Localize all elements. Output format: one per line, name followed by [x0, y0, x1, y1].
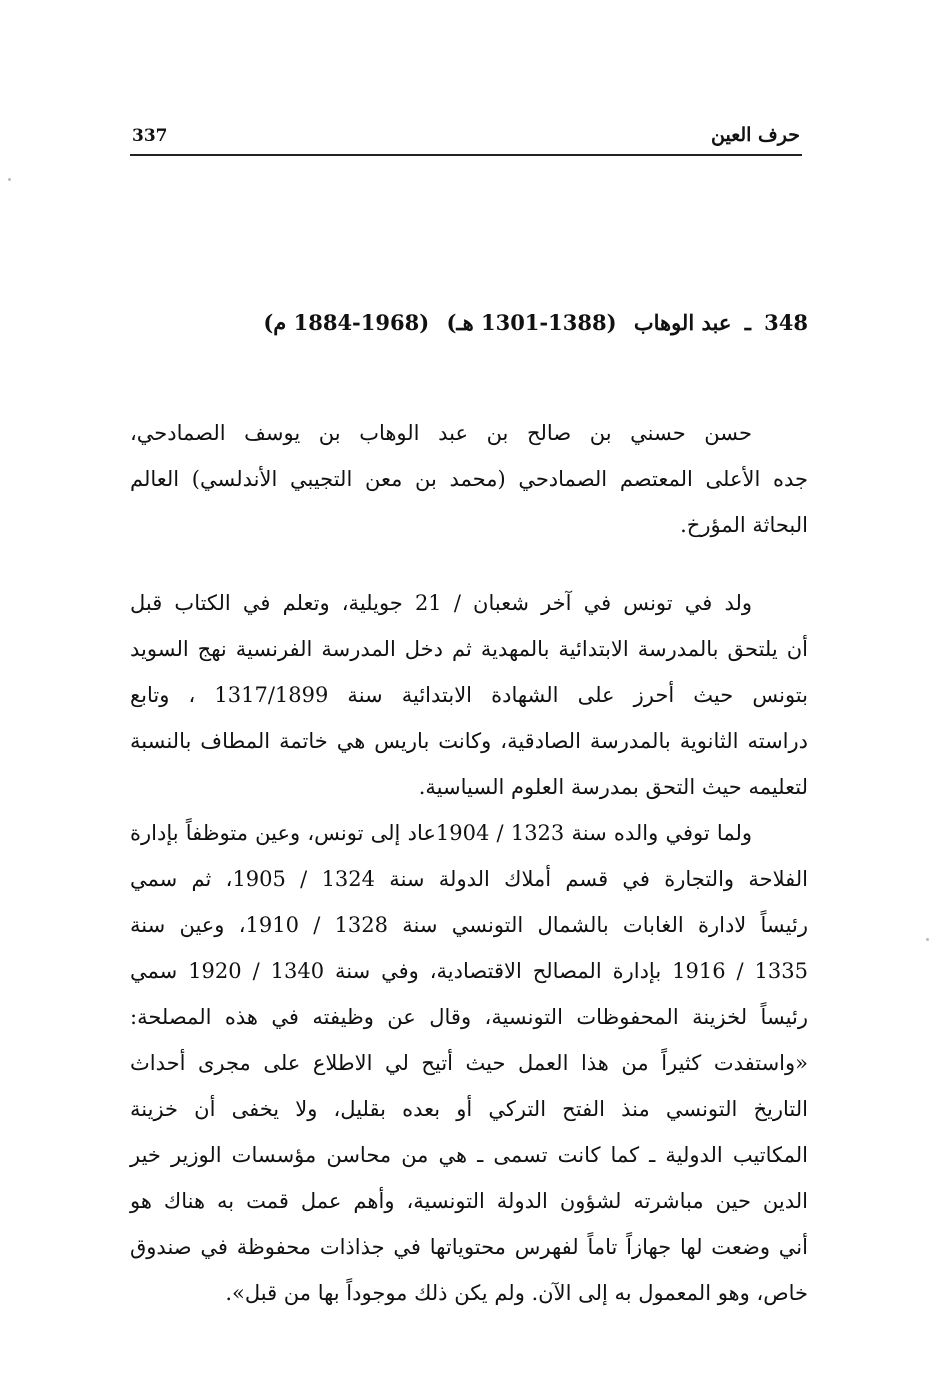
text-line: المكاتيب الدولية ـ كما كانت تسمى ـ هي من محاسن مؤسسات الوزير خير	[130, 1143, 808, 1167]
paragraph-education	[130, 580, 808, 810]
entry-number: 348	[764, 310, 808, 335]
page-number: 337	[132, 126, 168, 146]
text-line: رئيساً لادارة الغابات بالشمال التونسي سنة 1328 / 1910، وعين سنة	[130, 913, 808, 937]
scan-speck	[8, 178, 11, 181]
running-header	[130, 118, 802, 156]
section-title: حرف العين	[711, 124, 800, 146]
text-line: التاريخ التونسي منذ الفتح التركي أو بعده بقليل، ولا يخفى أن خزينة	[130, 1097, 808, 1121]
text-line: الفلاحة والتجارة في قسم أملاك الدولة سنة 1324 / 1905، ثم سمي	[130, 867, 808, 891]
text-line: لتعليمه حيث التحق بمدرسة العلوم السياسية.	[418, 775, 808, 799]
text-line: ولما توفي والده سنة 1323 / 1904عاد إلى تونس، وعين متوظفاً بإدارة	[130, 821, 753, 845]
paragraph-career	[130, 810, 808, 1316]
entry-heading	[263, 310, 808, 335]
text-line: بتونس حيث أحرز على الشهادة الابتدائية سنة 1317/1899 ، وتابع	[130, 683, 808, 707]
text-line: خاص، وهو المعمول به إلى الآن. ولم يكن ذلك موجوداً بها من قبل».	[225, 1281, 808, 1305]
entry-gregorian-dates: (1884-1968 م)	[263, 310, 430, 335]
text-line: الدين حين مباشرته لشؤون الدولة التونسية، وأهم عمل قمت به هناك هو	[130, 1189, 808, 1213]
entry-separator: ـ	[744, 310, 751, 335]
text-line: «واستفدت كثيراً من هذا العمل حيث أتيح لي الاطلاع على مجرى أحداث	[130, 1051, 808, 1075]
text-line: حسن حسني بن صالح بن عبد الوهاب بن يوسف الصمادحي،	[130, 421, 752, 445]
entry-name: عبد الوهاب	[633, 310, 732, 335]
text-line: أن يلتحق بالمدرسة الابتدائية بالمهدية ثم دخل المدرسة الفرنسية نهج السويد	[130, 637, 808, 661]
entry-hijri-dates: (1301-1388 هـ)	[446, 310, 617, 335]
text-line: 1335 / 1916 بإدارة المصالح الاقتصادية، وفي سنة 1340 / 1920 سمي	[130, 959, 808, 983]
text-line: البحاثة المؤرخ.	[680, 513, 808, 537]
text-line: دراسته الثانوية بالمدرسة الصادقية، وكانت باريس هي خاتمة المطاف بالنسبة	[130, 729, 808, 753]
scan-speck	[926, 938, 929, 941]
text-line: جده الأعلى المعتصم الصمادحي (محمد بن معن التجيبي الأندلسي) العالم	[130, 467, 808, 491]
text-line: ولد في تونس في آخر شعبان / 21 جويلية، وتعلم في الكتاب قبل	[130, 591, 753, 615]
text-line: رئيساً لخزينة المحفوظات التونسية، وقال عن وظيفته في هذه المصلحة:	[130, 1005, 808, 1029]
paragraph-lineage	[130, 410, 808, 548]
text-line: أني وضعت لها جهازاً تاماً لفهرس محتوياتها في جذاذات محفوظة في صندوق	[130, 1235, 808, 1259]
